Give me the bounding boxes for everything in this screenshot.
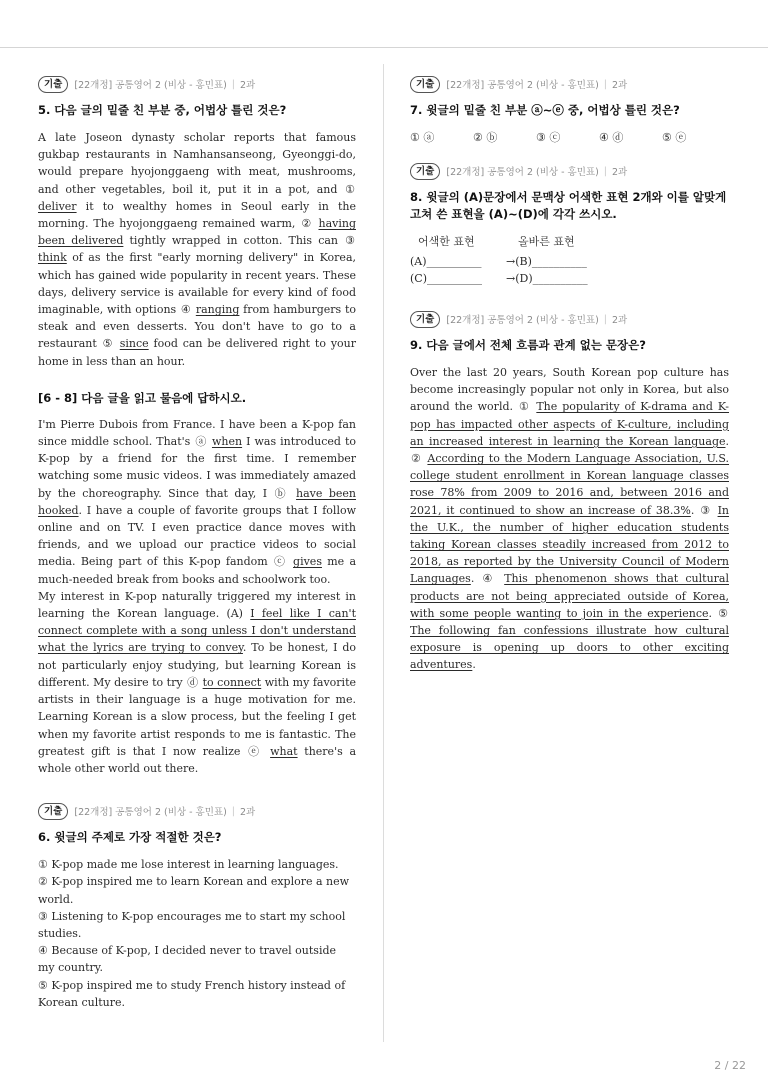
- option-2[interactable]: ② ⓑ: [473, 131, 498, 144]
- question-8: [410, 161, 729, 287]
- sentence-5: The following fan confessions illustrate how cultural exposure is opening up doors to other exciting adventures: [410, 624, 729, 672]
- question-7: [410, 74, 729, 145]
- question-5-passage: A late Joseon dynasty scholar reports that famous gukbap restaurants in Namhansanseong, Gyeonggi-do, would prepare hyojonggaeng with meat, mushrooms, and other vegetables, boil it, put it in a pot, and ① deliver it to wealthy homes in Seoul early in the morning. The hyojonggaeng remained warm, ② having been delivered tightly wrapped in cotton. This can ③ think of as the first "early morning delivery" in Korea, which has gained wide popularity in recent years. These days, delivery service is available for every kind of food imaginable, with options ④ ranging from hamburgers to steak and even desserts. You don't have to go to a restaurant ⑤ since food can be delivered right to your home in less than an hour.: [38, 131, 356, 368]
- sentence-2: According to the Modern Language Association, U.S. college student enrollment in Korean language classes rose 78% from 2009 to 2016 and, between 2016 and 2021, it continued to show an increase of 38.3%: [410, 452, 730, 517]
- underlined-a: when: [211, 435, 243, 449]
- question-6-title: 6. 윗글의 주제로 가장 적절한 것은?: [38, 830, 222, 845]
- question-7-options: [410, 129, 729, 145]
- option-1[interactable]: ① ⓐ: [410, 131, 435, 144]
- column-divider: [383, 64, 384, 1042]
- lesson-label: 2과: [612, 315, 628, 326]
- marker-1: ①: [345, 182, 355, 196]
- shared-passage: [38, 416, 356, 777]
- question-9-passage: Over the last 20 years, South Korean pop culture has become increasingly popular not only in Korea, but also around the world. ① The popularity of K-drama and K-pop has impacted other aspects of K-culture, including an increased interest in learning the Korean language. ② According to the Modern Language Association, U.S. college student enrollment in Korean language classes rose 78% from 2009 to 2016 and, between 2016 and 2021, it continued to show an increase of 38.3%. ③ In the U.K., the number of higher education students taking Korean classes steadily increased from 2012 to 2018, as reported by the University Council of Modern Languages. ④ This phenomenon shows that cultural products are not being appreciated outside of Korea, with some people wanting to join in the experience. ⑤ The following fan confessions illustrate how cultural exposure is opening up doors to other exciting adventures.: [410, 366, 730, 672]
- underlined-3: think: [38, 251, 67, 265]
- blank-D[interactable]: →(D)__________: [506, 272, 588, 285]
- sentence-3: In the U.K., the number of higher education students taking Korean classes steadily increased from 2012 to 2018, as reported by the University Council of Modern Languages: [410, 503, 729, 586]
- question-8-title: 8. 윗글의 (A)문장에서 문맥상 어색한 표현 2개와 이를 알맞게 고쳐 쓴 표현을 (A)~(D)에 각각 쓰시오.: [410, 190, 727, 221]
- question-9: [410, 309, 729, 674]
- underlined-d: to connect: [202, 675, 262, 689]
- lesson-label: 2과: [240, 807, 256, 819]
- source-label: [22개정] 공통영어 2 (비상 - 홍민표): [446, 167, 599, 178]
- blank-A[interactable]: (A)__________: [410, 255, 482, 268]
- choice-1[interactable]: ① K-pop made me lose interest in learning languages.: [38, 858, 339, 872]
- question-7-title: 7. 윗글의 밑줄 친 부분 ⓐ~ⓔ 중, 어법상 틀린 것은?: [410, 103, 680, 117]
- lesson-label: 2과: [612, 167, 628, 178]
- right-column: [410, 74, 729, 694]
- option-3[interactable]: ③ ⓒ: [536, 131, 561, 144]
- answer-table: [410, 233, 729, 287]
- marker-4: ④: [180, 303, 192, 317]
- question-6-choices: [38, 856, 356, 1011]
- lesson-label: 2과: [240, 80, 256, 91]
- lesson-label: 2과: [612, 80, 628, 91]
- marker-2: ②: [301, 217, 313, 231]
- choice-5[interactable]: ⑤ K-pop inspired me to study French history instead of Korean culture.: [38, 978, 346, 1009]
- section-heading: [6 - 8] 다음 글을 읽고 물음에 답하시오.: [38, 390, 247, 405]
- question-5: [38, 74, 356, 370]
- underlined-2: having been delivered: [38, 217, 356, 248]
- passage-paragraph-2: My interest in K-pop naturally triggered my interest in learning the Korean language. (A) I feel like I can't connect complete with a song unless I don't understand what the lyrics are trying to convey. To be honest, I do not particularly enjoy studying, but learning Korean is different. My desire to try ⓓ to connect with my favorite artists in their language is a huge motivation for me. Learning Korean is a slow process, but the feeling I get when my favorite artist responds to me is fantastic. The greatest gift is that I now realize ⓔ what there's a whole other world out there.: [38, 589, 357, 775]
- underlined-A-sentence: I feel like I can't connect complete with a song unless I don't understand what the lyrics are trying to convey: [38, 607, 356, 655]
- underlined-b: have been hooked: [38, 486, 357, 517]
- exam-tag: 기출: [410, 163, 440, 180]
- source-row: 기출 [22개정] 공통영어 2 (비상 - 홍민표) | 2과: [38, 801, 356, 821]
- sentence-1: The popularity of K-drama and K-pop has impacted other aspects of K-culture, including an increased interest in learning the Korean language: [410, 400, 729, 448]
- source-row: 기출 [22개정] 공통영어 2 (비상 - 홍민표) | 2과: [410, 161, 729, 181]
- choice-2[interactable]: ② K-pop inspired me to learn Korean and explore a new world.: [38, 875, 350, 906]
- question-6: [38, 801, 356, 1011]
- exam-tag: 기출: [38, 76, 68, 93]
- blank-C[interactable]: (C)__________: [410, 272, 482, 285]
- underlined-c: gives: [293, 555, 322, 569]
- left-column: [38, 74, 356, 1031]
- underlined-1: deliver: [38, 199, 77, 213]
- underlined-5: since: [119, 337, 149, 351]
- source-row: 기출 [22개정] 공통영어 2 (비상 - 홍민표) | 2과: [410, 309, 729, 329]
- source-label: [22개정] 공통영어 2 (비상 - 홍민표): [446, 315, 599, 326]
- marker-5: ⑤: [102, 337, 114, 351]
- source-label: [22개정] 공통영어 2 (비상 - 홍민표): [446, 80, 599, 91]
- blank-B[interactable]: →(B)__________: [506, 255, 587, 268]
- underlined-e: what: [270, 744, 298, 758]
- source-row: 기출 [22개정] 공통영어 2 (비상 - 홍민표) | 2과: [410, 74, 729, 94]
- source-label: [22개정] 공통영어 2 (비상 - 홍민표): [74, 80, 227, 91]
- question-5-title: 5. 다음 글의 밑줄 친 부분 중, 어법상 틀린 것은?: [38, 103, 287, 117]
- sentence-4: This phenomenon shows that cultural products are not being appreciated outside of Korea, with some people wanting to join in the experience: [410, 572, 729, 620]
- option-5[interactable]: ⑤ ⓔ: [662, 131, 687, 144]
- source-row: 기출 [22개정] 공통영어 2 (비상 - 홍민표) | 2과: [38, 74, 356, 94]
- passage-paragraph-1: I'm Pierre Dubois from France. I have been a K-pop fan since middle school. That's ⓐ when I was introduced to K-pop by a friend for the first time. I remember watching some music videos. I was immediately amazed by the choreography. Since that day, I ⓑ have been hooked. I have a couple of favorite groups that I follow online and on TV. I even practice dance moves with friends, and we upload our practice videos to social media. Being part of this K-pop fandom ⓒ gives me a much-needed break from books and schoolwork too.: [38, 417, 357, 586]
- choice-4[interactable]: ④ Because of K-pop, I decided never to travel outside my country.: [38, 944, 337, 975]
- exam-tag: 기출: [38, 803, 68, 820]
- col-wrong-header: 어색한 표현: [418, 235, 475, 248]
- choice-3[interactable]: ③ Listening to K-pop encourages me to start my school studies.: [38, 909, 346, 940]
- page-number: 2 / 22: [714, 1059, 746, 1072]
- exam-tag: 기출: [410, 76, 440, 93]
- underlined-4: ranging: [195, 303, 240, 317]
- question-9-title: 9. 다음 글에서 전체 흐름과 관계 없는 문장은?: [410, 338, 646, 352]
- marker-3: ③: [345, 234, 355, 248]
- col-right-header: 올바른 표현: [518, 235, 575, 248]
- top-rule: [0, 47, 768, 48]
- source-label: [22개정] 공통영어 2 (비상 - 홍민표): [74, 807, 227, 819]
- option-4[interactable]: ④ ⓓ: [599, 131, 624, 144]
- exam-tag: 기출: [410, 311, 440, 328]
